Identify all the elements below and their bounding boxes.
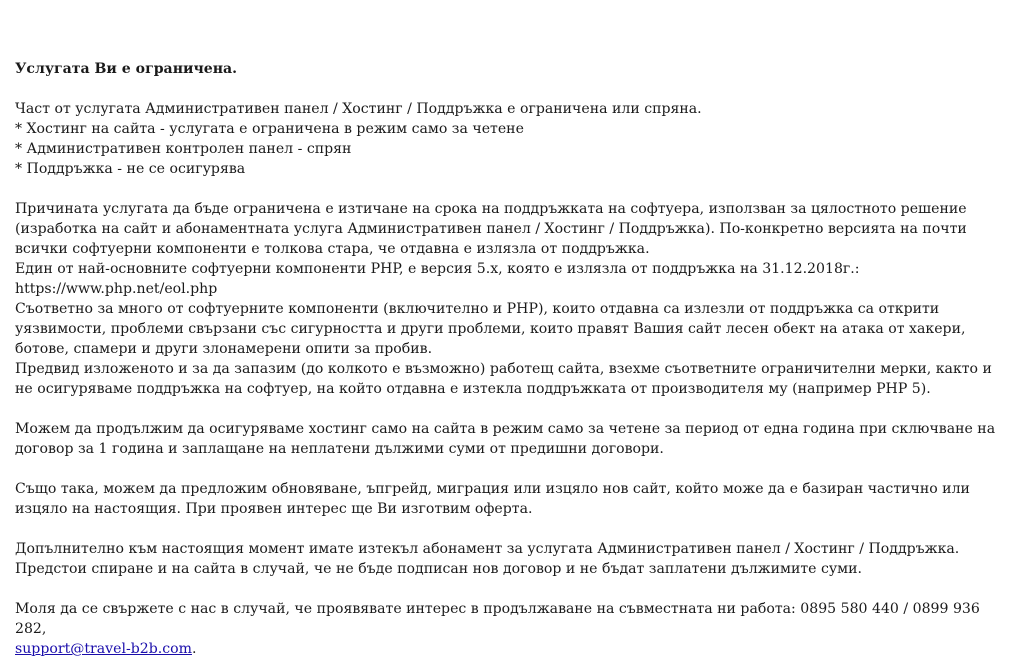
contact-end: .	[191, 641, 197, 657]
service-item-hosting: * Хостинг на сайта - услугата е ограничена в режим само за четене	[15, 121, 524, 137]
spacer	[15, 459, 1001, 479]
spacer	[15, 79, 1001, 99]
spacer	[15, 579, 1001, 599]
intro-text: Част от услугата Административен панел / Хостинг / Поддръжка е ограничена или спряна.	[15, 101, 702, 117]
service-item-support: * Поддръжка - не се осигурява	[15, 161, 246, 177]
upgrade-offer-paragraph: Също така, можем да предложим обновяване, ъпгрейд, миграция или изцяло нов сайт, който може да е базиран частично или изцяло на настоящия. При проявен интерес ще Ви изготвим оферта.	[15, 481, 970, 517]
contact-text: Моля да се свържете с нас в случай, че проявявате интерес в продължаване на съвместната ни работа: 0895 580 440 / 0899 936 282,	[15, 601, 980, 637]
contact-paragraph	[15, 599, 1001, 659]
spacer	[15, 519, 1001, 539]
expired-subscription-paragraph: Допълнително към настоящия момент имате изтекъл абонамент за услугата Административен панел / Хостинг / Поддръжка. Предстои спиране и на сайта в случай, че не бъде подписан нов договор и не бъдат заплатени дължимите суми.	[15, 541, 960, 577]
php-version-paragraph: Един от най-основните софтуерни компоненти PHP, е версия 5.x, която е излязла от поддръжка на 31.12.2018г.: https://www.php.net/eol.php	[15, 261, 860, 297]
reason-paragraph: Причината услугата да бъде ограничена е изтичане на срока на поддръжката на софтуера, използван за цялостното решение (изработка на сайт и абонаментната услуга Административен панел / Хостинг / Поддръжка). По-конкретно версията на почти всички софтуерни компоненти е толкова стара, че отдавна е излязла от поддръжка.	[15, 201, 967, 257]
notice-title: Услугата Ви е ограничена.	[15, 61, 238, 77]
spacer	[15, 179, 1001, 199]
measures-paragraph: Предвид изложеното и за да запазим (до колкото е възможно) работещ сайта, взехме съответните ограничителни мерки, както и не осигуряваме поддръжка на софтуер, на който отдавна е изтекла поддръжката от производителя му (например PHP 5).	[15, 361, 992, 397]
hosting-offer-paragraph: Можем да продължим да осигуряваме хостинг само на сайта в режим само за четене за период от една година при сключване на договор за 1 година и заплащане на неплатени дължими суми от предишни договори.	[15, 421, 996, 457]
spacer	[15, 399, 1001, 419]
vulnerabilities-paragraph: Съответно за много от софтуерните компоненти (включително и PHP), които отдавна са излезли от поддръжка са открити уязвимости, проблеми свързани със сигурността и други проблеми, които правят Вашия сайт лесен обект на атака от хакери, ботове, спамери и други злонамерени опити за пробив.	[15, 301, 966, 357]
support-email-link[interactable]: support@travel-b2b.com	[15, 641, 192, 657]
service-item-admin-panel: * Административен контролен панел - спрян	[15, 141, 352, 157]
